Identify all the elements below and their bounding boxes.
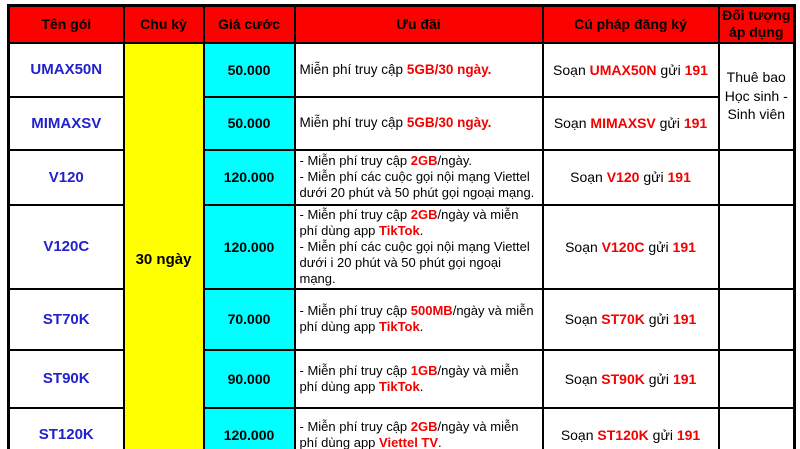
highlight-text: MIMAXSV [590, 115, 656, 131]
highlight-text: 191 [683, 115, 708, 131]
benefits-cell [295, 408, 543, 449]
text-segment: Soạn [564, 370, 602, 387]
audience-empty-cell [719, 289, 795, 350]
highlight-text: UMAX50N [589, 61, 657, 78]
benefit-line [300, 153, 540, 169]
plan-name-cell: ST120K [9, 408, 124, 449]
highlight-text: 191 [676, 426, 701, 443]
highlight-text: 191 [672, 370, 697, 387]
plan-name-cell: V120 [9, 150, 124, 205]
syntax-cell [543, 408, 719, 449]
syntax-cell [543, 350, 719, 408]
syntax-cell [543, 97, 719, 150]
header-row [9, 6, 795, 43]
text-segment: Soạn [560, 426, 598, 443]
syntax-cell [543, 150, 719, 205]
text-segment: /ngày và miễn phí dùng app [299, 418, 519, 449]
syntax-cell [543, 289, 719, 350]
highlight-text: V120C [601, 238, 645, 255]
table-header [9, 6, 795, 43]
text-segment: gửi [656, 61, 685, 78]
text-segment: . [419, 378, 424, 394]
text-segment: gửi [644, 311, 673, 327]
text-segment: Soạn [570, 169, 607, 185]
text-segment: - Miễn phí truy cập [299, 418, 411, 434]
header-doi-tuong-ap-dung: Đối tượng áp dụng [719, 6, 795, 43]
benefit-line [300, 169, 540, 201]
highlight-text: 2GB [410, 153, 438, 168]
price-cell: 120.000 [204, 205, 295, 289]
plan-name-cell: ST90K [9, 350, 124, 408]
cycle-cell: 30 ngày [124, 43, 204, 449]
text-segment: . [419, 319, 424, 334]
audience-empty-cell [719, 408, 795, 449]
highlight-text: V120 [606, 169, 640, 185]
highlight-text: 2GB [410, 206, 438, 222]
audience-empty-cell [719, 205, 795, 289]
text-segment: /ngày và miễn phí dùng app [299, 303, 534, 334]
syntax-cell [543, 43, 719, 97]
header-gia-cuoc: Giá cước [204, 6, 295, 43]
highlight-text: 500MB [410, 303, 453, 318]
plans-tbody [9, 43, 795, 449]
text-segment: /ngày. [437, 153, 472, 168]
benefits-cell [295, 150, 543, 205]
text-segment: . [419, 222, 424, 238]
highlight-text: ST120K [597, 426, 649, 443]
audience-cell: Thuê bao Học sinh - Sinh viên [719, 43, 795, 150]
text-segment: - Miễn phí truy cập [299, 153, 411, 168]
benefit-line [300, 363, 540, 395]
text-segment: - Miễn phí truy cập [299, 206, 411, 222]
text-segment: gửi [655, 115, 684, 131]
highlight-text: 5GB/30 ngày. [406, 61, 492, 77]
text-segment: - Miễn phí các cuộc gọi nội mạng Viettel dưới i 20 phút và 50 phút gọi ngoại mạng. [299, 238, 530, 286]
highlight-text: TikTok [379, 222, 420, 238]
text-segment: /ngày và miễn phí dùng app [299, 362, 519, 394]
benefit-line [300, 207, 540, 239]
plan-name-cell: UMAX50N [9, 43, 124, 97]
highlight-text: Viettel TV [379, 434, 439, 449]
highlight-text: ST70K [601, 311, 645, 327]
benefits-cell [295, 289, 543, 350]
text-segment: gửi [644, 370, 673, 387]
text-segment: - Miễn phí các cuộc gọi nội mạng Viettel dưới 20 phút và 50 phút gọi ngoại mạng. [299, 169, 535, 200]
text-segment: gửi [648, 426, 677, 443]
header-cu-phap-dang-ky: Cú pháp đăng ký [543, 6, 719, 43]
benefits-cell [295, 350, 543, 408]
benefit-line [300, 419, 540, 449]
price-cell: 70.000 [204, 289, 295, 350]
highlight-text: 191 [672, 238, 696, 255]
highlight-text: TikTok [379, 378, 420, 394]
price-cell: 50.000 [204, 43, 295, 97]
highlight-text: 191 [667, 169, 691, 185]
highlight-text: ST90K [601, 370, 645, 387]
text-segment: /ngày và miễn phí dùng app [299, 206, 519, 238]
text-segment: Soạn [553, 115, 591, 131]
syntax-cell [543, 205, 719, 289]
price-cell: 120.000 [204, 150, 295, 205]
highlight-text: 1GB [410, 362, 438, 378]
benefit-line [300, 303, 540, 335]
text-segment: gửi [644, 238, 673, 255]
text-segment: Soạn [564, 311, 602, 327]
benefit-line [300, 62, 540, 78]
text-segment: - Miễn phí truy cập [299, 362, 411, 378]
text-segment: Miễn phí truy cập [299, 61, 407, 77]
highlight-text: 2GB [410, 418, 438, 434]
plans-table-wrap [7, 4, 797, 449]
text-segment: - Miễn phí truy cập [299, 303, 411, 318]
header-ten-goi: Tên gói [9, 6, 124, 43]
text-segment: Soạn [553, 61, 590, 78]
benefits-cell [295, 97, 543, 150]
header-uu-dai: Ưu đãi [295, 6, 543, 43]
highlight-text: 5GB/30 ngày. [406, 115, 492, 130]
audience-empty-cell [719, 350, 795, 408]
plans-table [7, 4, 796, 449]
highlight-text: 191 [672, 311, 697, 327]
benefits-cell [295, 205, 543, 289]
header-chu-ky: Chu kỳ [124, 6, 204, 43]
highlight-text: 191 [684, 61, 708, 78]
highlight-text: TikTok [379, 319, 420, 334]
plan-name-cell: MIMAXSV [9, 97, 124, 150]
plan-name-cell: V120C [9, 205, 124, 289]
benefits-cell [295, 43, 543, 97]
price-cell: 50.000 [204, 97, 295, 150]
table-row [9, 43, 795, 97]
price-cell: 90.000 [204, 350, 295, 408]
price-cell: 120.000 [204, 408, 295, 449]
audience-empty-cell [719, 150, 795, 205]
text-segment: gửi [639, 169, 668, 185]
benefit-line [300, 239, 540, 287]
text-segment: Soạn [565, 238, 602, 255]
benefit-line [300, 115, 540, 131]
text-segment: . [438, 434, 442, 449]
text-segment: Miễn phí truy cập [299, 115, 407, 130]
plan-name-cell: ST70K [9, 289, 124, 350]
